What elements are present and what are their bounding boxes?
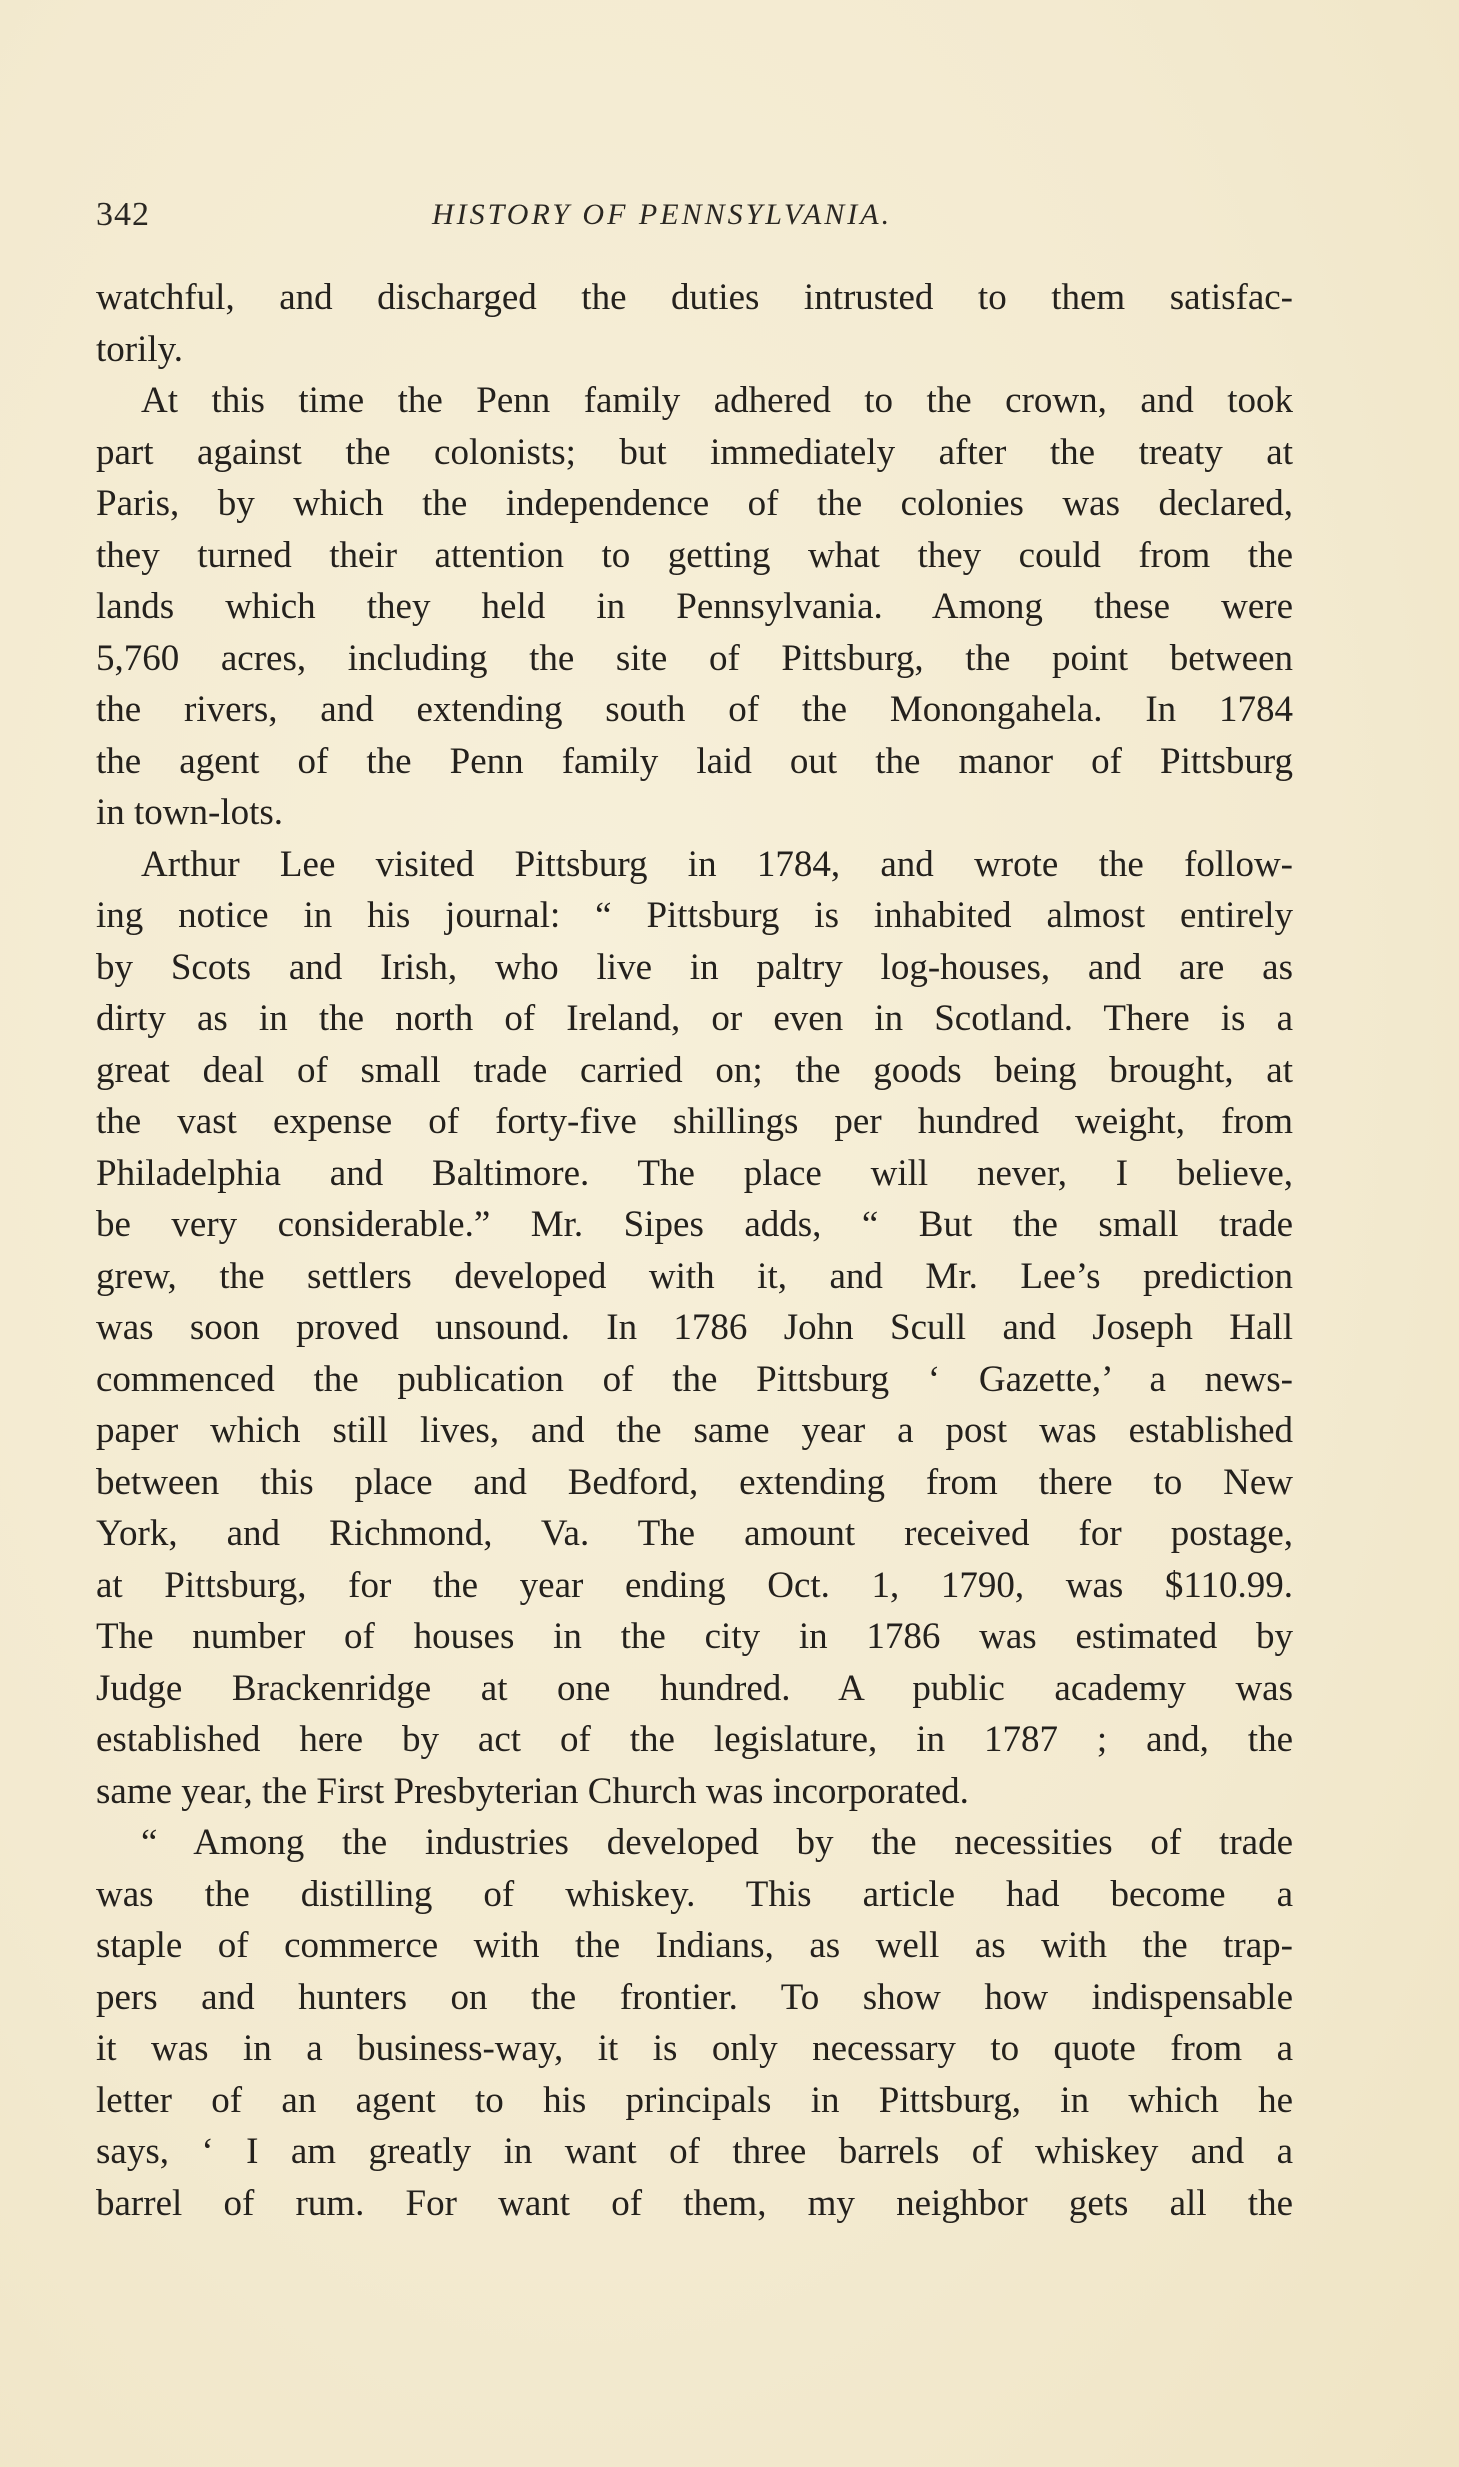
- text-line: part against the colonists; but immediately after the treaty at: [96, 431, 1293, 473]
- text-line: Judge Brackenridge at one hundred. A public academy was: [96, 1667, 1293, 1709]
- text-line: pers and hunters on the frontier. To show how indispensable: [96, 1976, 1293, 2018]
- text-line: commenced the publication of the Pittsburg ‘ Gazette,’ a news-: [96, 1358, 1293, 1400]
- text-line: established here by act of the legislature, in 1787 ; and, the: [96, 1719, 1293, 1760]
- text-line: Paris, by which the independence of the colonies was declared,: [96, 483, 1293, 524]
- running-head: HISTORY OF PENNSYLVANIA.: [432, 198, 893, 231]
- text-line: the agent of the Penn family laid out the manor of Pittsburg: [96, 740, 1293, 782]
- text-line: was soon proved unsound. In 1786 John Scull and Joseph Hall: [96, 1307, 1293, 1348]
- text-line: paper which still lives, and the same year a post was established: [96, 1410, 1293, 1451]
- text-line: staple of commerce with the Indians, as well as with the trap-: [96, 1925, 1293, 1966]
- text-line: lands which they held in Pennsylvania. Among these were: [96, 586, 1293, 627]
- page-header: [96, 196, 1296, 256]
- text-line: they turned their attention to getting what they could from the: [96, 534, 1293, 576]
- text-line: same year, the First Presbyterian Church was incorporated.: [96, 1770, 969, 1812]
- text-line: grew, the settlers developed with it, and Mr. Lee’s prediction: [96, 1255, 1293, 1297]
- text-line: barrel of rum. For want of them, my neighbor gets all the: [96, 2182, 1293, 2224]
- text-line: the vast expense of forty-five shillings per hundred weight, from: [96, 1101, 1293, 1142]
- text-line: ing notice in his journal: “ Pittsburg is inhabited almost entirely: [96, 895, 1293, 936]
- text-line: be very considerable.” Mr. Sipes adds, “ But the small trade: [96, 1204, 1293, 1245]
- text-line: York, and Richmond, Va. The amount received for postage,: [96, 1513, 1293, 1554]
- text-line: At this time the Penn family adhered to the crown, and took: [141, 380, 1293, 421]
- body-text: [96, 272, 1293, 2229]
- text-line: watchful, and discharged the duties intrusted to them satisfac-: [96, 277, 1293, 318]
- text-line: Arthur Lee visited Pittsburg in 1784, and wrote the follow-: [141, 843, 1293, 885]
- text-line: The number of houses in the city in 1786 was estimated by: [96, 1616, 1293, 1657]
- text-line: letter of an agent to his principals in Pittsburg, in which he: [96, 2079, 1293, 2121]
- text-line: by Scots and Irish, who live in paltry log-houses, and are as: [96, 946, 1293, 988]
- text-line: Philadelphia and Baltimore. The place will never, I believe,: [96, 1152, 1293, 1194]
- text-line: torily.: [96, 328, 184, 370]
- text-line: at Pittsburg, for the year ending Oct. 1, 1790, was $110.99.: [96, 1564, 1293, 1606]
- text-line: “ Among the industries developed by the necessities of trade: [141, 1822, 1293, 1863]
- text-line: in town-lots.: [96, 792, 284, 833]
- text-line: was the distilling of whiskey. This article had become a: [96, 1873, 1293, 1915]
- text-line: great deal of small trade carried on; the goods being brought, at: [96, 1049, 1293, 1091]
- page-number: 342: [96, 196, 150, 233]
- text-line: the rivers, and extending south of the Monongahela. In 1784: [96, 689, 1293, 730]
- text-line: between this place and Bedford, extending from there to New: [96, 1461, 1293, 1503]
- text-line: it was in a business-way, it is only necessary to quote from a: [96, 2028, 1293, 2069]
- text-line: dirty as in the north of Ireland, or even in Scotland. There is a: [96, 998, 1293, 1039]
- text-line: 5,760 acres, including the site of Pittsburg, the point between: [96, 637, 1293, 679]
- text-line: says, ‘ I am greatly in want of three barrels of whiskey and a: [96, 2131, 1293, 2172]
